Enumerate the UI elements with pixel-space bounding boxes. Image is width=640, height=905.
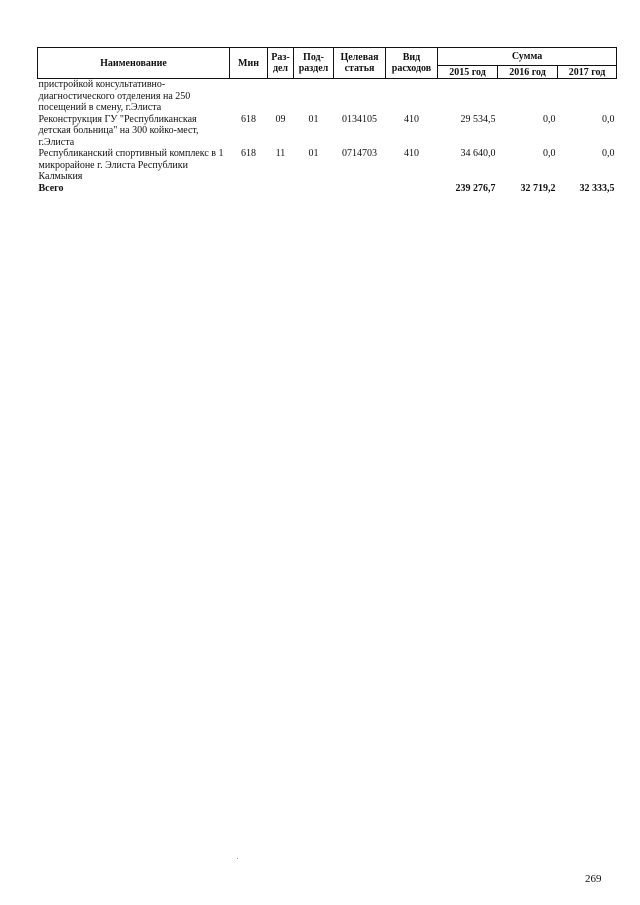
- row-podrazdel: 01: [308, 113, 319, 125]
- row-2015: 29 534,5: [460, 113, 496, 125]
- row-target: 0134105: [342, 113, 377, 125]
- header-expense-type: Вид расходов: [386, 48, 438, 79]
- header-name: Наименование: [38, 48, 230, 79]
- row-name: пристройкой консультативно-диагностического отделения на 250 посещений в смену, г.Элиста: [38, 79, 191, 113]
- row-2017: [558, 79, 617, 114]
- row-razdel: 11: [275, 148, 286, 159]
- row-razdel: [268, 79, 294, 114]
- row-name: Реконструкция ГУ "Республиканская детская больница" на 300 койко-мест, г.Элиста: [38, 113, 199, 148]
- total-2015: 239 276,7: [455, 182, 496, 194]
- row-2017: 0,0: [602, 113, 615, 125]
- row-2016: [498, 79, 558, 114]
- header-year-2016: 2016 год: [498, 66, 558, 79]
- total-label: Всего: [38, 182, 64, 194]
- row-vid: [386, 79, 438, 114]
- row-podrazdel: [294, 79, 334, 114]
- row-2015: [438, 79, 498, 114]
- budget-table: [37, 47, 617, 194]
- header-sum: Сумма: [438, 48, 617, 66]
- row-2015: 34 640,0: [460, 148, 496, 159]
- header-target-article: Целевая статья: [334, 48, 386, 79]
- table-row: [38, 79, 617, 114]
- row-2017: 0,0: [602, 148, 615, 159]
- row-2016: 0,0: [543, 148, 556, 159]
- page-number: 269: [585, 873, 602, 885]
- header-podrazdel: Под-раздел: [294, 48, 334, 79]
- total-2017: 32 333,5: [579, 182, 615, 194]
- table-row: [38, 114, 617, 149]
- table-row: [38, 148, 617, 183]
- row-vid: 410: [404, 113, 419, 125]
- row-min: [230, 79, 268, 114]
- header-min: Мин: [230, 48, 268, 79]
- header-year-2017: 2017 год: [558, 66, 617, 79]
- scan-speck: [237, 858, 238, 859]
- row-2016: 0,0: [543, 113, 556, 125]
- header-year-2015: 2015 год: [438, 66, 498, 79]
- row-target: 0714703: [342, 148, 377, 159]
- total-2016: 32 719,2: [520, 182, 556, 194]
- row-razdel: 09: [275, 113, 286, 125]
- row-vid: 410: [404, 148, 419, 159]
- total-row: [38, 183, 617, 195]
- row-target: [334, 79, 386, 114]
- row-min: 618: [241, 148, 256, 159]
- header-razdel: Раз-дел: [268, 48, 294, 79]
- row-podrazdel: 01: [308, 148, 319, 159]
- row-name: Республиканский спортивный комплекс в 1 микрорайоне г. Элиста Республики Калмыкия: [38, 148, 224, 182]
- row-min: 618: [241, 113, 256, 125]
